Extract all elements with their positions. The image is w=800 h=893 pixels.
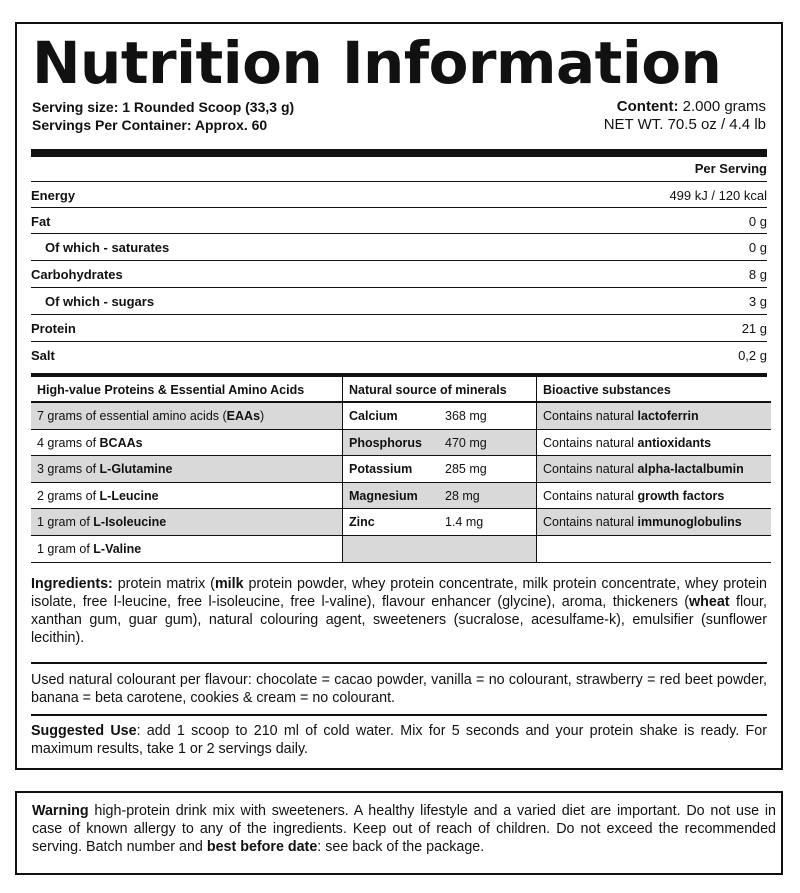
bioactive-cell	[537, 483, 771, 510]
content-label: Content:	[616, 98, 679, 115]
warning-text	[32, 802, 776, 856]
suggested-use-text: : add 1 scoop to 210 ml of cold water. Mix for 5 seconds and your protein shake is ready. For maximum results, take 1 or 2 servings daily.	[31, 723, 767, 757]
bioactive-cell	[537, 430, 771, 457]
nutrient-row-fat	[31, 207, 767, 234]
cell-bold: EAAs	[226, 409, 261, 423]
bioactive-cell-empty	[537, 536, 771, 563]
cell-text: 7 grams of essential amino acids (	[37, 409, 227, 423]
divider-thick	[31, 149, 767, 157]
table-header-minerals: Natural source of minerals	[343, 377, 537, 403]
content-amount	[604, 98, 766, 116]
ingredients-text: protein powder, whey protein concentrate, milk protein concentrate, whey protein isolate, free l-leucine, free l-isoleucine, free l-valine), flavour enhancer (glycine), aroma, thickeners (	[31, 576, 768, 610]
cell-text: Contains natural	[543, 435, 638, 450]
mineral-cell	[343, 403, 537, 430]
cell-text: Contains natural	[543, 462, 638, 477]
cell-bold: L-Glutamine	[99, 462, 173, 477]
bioactive-cell	[537, 509, 771, 536]
cell-text: 2 grams of	[37, 488, 100, 503]
cell-bold: lactoferrin	[637, 409, 699, 423]
nutrient-label: Salt	[31, 348, 55, 363]
cell-bold: immunoglobulins	[637, 515, 742, 530]
cell-bold: alpha-lactalbumin	[637, 462, 744, 477]
warning-panel	[15, 791, 783, 875]
nutrient-value: 499 kJ / 120 kcal	[669, 188, 767, 203]
nutrient-row-salt	[31, 341, 767, 368]
nutrient-label: Protein	[31, 321, 76, 336]
bioactive-cell	[537, 403, 771, 430]
warning-body: high-protein drink mix with sweeteners. A healthy lifestyle and a varied diet are important. Do not use in case of known allergy to any of the ingredients. Keep out of reach of children. Do not exceed the recommended serving. Batch number and	[32, 803, 776, 855]
table-header-bioactive: Bioactive substances	[537, 377, 771, 403]
ingredients-label: Ingredients:	[31, 576, 113, 592]
mineral-name: Calcium	[349, 409, 398, 423]
protein-cell	[31, 430, 343, 457]
table-header-proteins: High-value Proteins & Essential Amino Acids	[31, 377, 343, 403]
ingredients-text: flour, xanthan gum, guar gum), natural colouring agent, sweeteners (sucralose, acesulfame-k), emulsifier (sunflower lecithin).	[31, 594, 768, 646]
cell-text: 4 grams of	[37, 435, 100, 450]
cell-text: Contains natural	[543, 515, 638, 530]
mineral-cell-empty	[343, 536, 537, 563]
cell-text: Contains natural	[543, 488, 638, 503]
nutrient-row-saturates	[31, 233, 767, 260]
serving-size: Serving size: 1 Rounded Scoop (33,3 g)	[32, 99, 295, 115]
mineral-cell	[343, 509, 537, 536]
allergen-wheat: wheat	[689, 594, 730, 610]
mineral-name: Phosphorus	[349, 435, 422, 450]
nutrition-panel	[15, 22, 783, 770]
mineral-name: Magnesium	[349, 488, 418, 503]
ingredients-section	[31, 575, 767, 647]
divider	[31, 662, 767, 664]
cell-bold: L-Valine	[93, 542, 142, 556]
cell-text: 1 gram of	[37, 515, 94, 530]
content-info	[604, 98, 766, 134]
nutrient-value: 3 g	[748, 294, 767, 309]
nutrient-value: 0 g	[748, 240, 767, 255]
nutrient-label: Carbohydrates	[31, 267, 123, 282]
divider	[31, 714, 767, 716]
suggested-use-label: Suggested Use	[31, 723, 137, 739]
nutrient-label: Fat	[31, 214, 51, 229]
serving-info	[32, 98, 294, 134]
nutrient-value: 0,2 g	[738, 348, 767, 363]
page-title: Nutrition Information	[32, 29, 722, 97]
warning-label: Warning	[32, 803, 89, 819]
protein-cell	[31, 509, 343, 536]
nutrient-label: Of which - saturates	[45, 240, 170, 255]
net-weight: NET WT. 70.5 oz / 4.4 lb	[603, 116, 766, 133]
content-value: 2.000 grams	[678, 98, 766, 115]
mineral-name: Zinc	[349, 515, 375, 530]
cell-bold: growth factors	[637, 488, 725, 503]
nutrient-label: Energy	[31, 188, 76, 203]
bioactive-cell	[537, 456, 771, 483]
cell-bold: L-Leucine	[99, 488, 159, 503]
cell-bold: L-Isoleucine	[93, 515, 167, 530]
protein-cell	[31, 536, 343, 563]
nutrient-row-energy	[31, 181, 767, 208]
nutrient-label: Of which - sugars	[45, 294, 155, 309]
protein-cell	[31, 456, 343, 483]
allergen-milk: milk	[214, 576, 244, 592]
ingredients-text: protein matrix (	[112, 576, 215, 592]
cell-bold: antioxidants	[637, 435, 712, 450]
colourant-section: Used natural colourant per flavour: chocolate = cacao powder, vanilla = no colourant, strawberry = red beet powder, banana = beta carotene, cookies & cream = no colourant.	[31, 672, 767, 706]
per-serving-header: Per Serving	[694, 161, 767, 176]
nutrient-value: 21 g	[741, 321, 767, 336]
mineral-value: 28 mg	[445, 488, 480, 503]
mineral-value: 368 mg	[445, 409, 487, 423]
cell-text: Contains natural	[543, 409, 638, 423]
mineral-name: Potassium	[349, 462, 413, 477]
mineral-value: 1.4 mg	[445, 515, 484, 530]
warning-body: : see back of the package.	[317, 839, 485, 855]
protein-cell	[31, 483, 343, 510]
mineral-value: 470 mg	[445, 435, 487, 450]
nutrient-value: 0 g	[748, 214, 767, 229]
mineral-cell	[343, 456, 537, 483]
servings-per-container: Servings Per Container: Approx. 60	[32, 117, 268, 133]
nutrient-row-protein	[31, 314, 767, 341]
best-before-label: best before date	[206, 839, 318, 855]
cell-text: )	[260, 409, 265, 423]
nutrient-row-sugars	[31, 287, 767, 314]
mineral-cell	[343, 483, 537, 510]
nutrient-row-carbohydrates	[31, 260, 767, 287]
suggested-use-section	[31, 722, 767, 758]
cell-text: 1 gram of	[37, 542, 94, 556]
mineral-cell	[343, 430, 537, 457]
mineral-value: 285 mg	[445, 462, 487, 477]
cell-bold: BCAAs	[99, 435, 143, 450]
nutrient-value: 8 g	[748, 267, 767, 282]
cell-text: 3 grams of	[37, 462, 100, 477]
protein-cell	[31, 403, 343, 430]
